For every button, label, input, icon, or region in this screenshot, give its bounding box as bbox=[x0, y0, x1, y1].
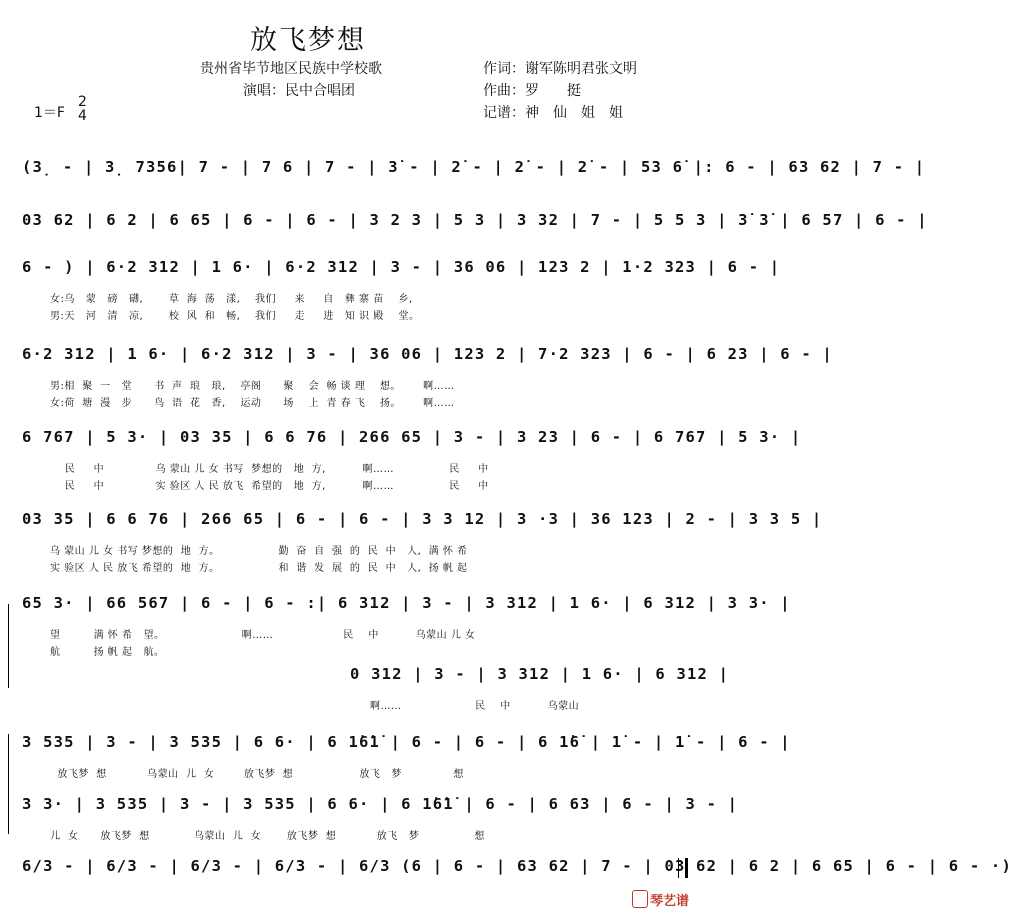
notation-row: 3 3· | 3 535 | 3 - | 3 535 | 6 6· | 6 1̇6̇1̇ | 6 - | 6 63 | 6 - | 3 - | bbox=[22, 795, 739, 813]
system-bracket bbox=[8, 604, 9, 688]
watermark-logo-icon bbox=[632, 890, 648, 908]
notation-row: 6·2 312 | 1 6· | 6·2 312 | 3 - | 36 06 | 123 2 | 7·2 323 | 6 - | 6 23 | 6 - | bbox=[22, 345, 833, 363]
composer: 作曲：罗 挺 bbox=[483, 83, 581, 99]
notation-row: 6 767 | 5 3· | 03 35 | 6 6 76 | 266 65 | 3 - | 3 23 | 6 - | 6 767 | 5 3· | bbox=[22, 428, 802, 446]
lyric-line: 放飞梦 想 乌蒙山 儿 女 放飞梦 想 放飞 梦 想 bbox=[50, 769, 464, 780]
lyric-line: 民 中 乌 蒙山 儿 女 书写 梦想的 地 方, 啊…… 民 中 bbox=[50, 464, 489, 475]
notation-row: 6 - ) | 6·2 312 | 1 6· | 6·2 312 | 3 - | 36 06 | 123 2 | 1·2 323 | 6 - | bbox=[22, 258, 781, 276]
notation-row: 03 35 | 6 6 76 | 266 65 | 6 - | 6 - | 3 3 12 | 3 ·3 | 36 123 | 2 - | 3 3 5 | bbox=[22, 510, 823, 528]
subtitle: 贵州省毕节地区民族中学校歌 bbox=[200, 61, 382, 77]
lyric-line: 航 扬 帆 起 航。 bbox=[50, 647, 165, 658]
lyric-line: 儿 女 放飞梦 想 乌蒙山 儿 女 放飞梦 想 放飞 梦 想 bbox=[50, 831, 485, 842]
notation-row: 65 3· | 66 567 | 6 - | 6 - :| 6 312 | 3 - | 3 312 | 1 6· | 6 312 | 3 3· | bbox=[22, 594, 791, 612]
lyricist: 作词：谢军陈明君张文明 bbox=[483, 61, 637, 77]
system-bracket bbox=[8, 734, 9, 834]
watermark: 琴艺谱 bbox=[650, 894, 690, 909]
notation-row: 0 312 | 3 - | 3 312 | 1 6· | 6 312 | bbox=[350, 665, 730, 683]
lyric-line: 望 满 怀 希 望。 啊…… 民 中 乌蒙山 儿 女 bbox=[50, 630, 476, 641]
notation-row: (3̣ - | 3̣ 7356| 7 - | 7 6 | 7 - | 3̇ - | 2̇ - | 2̇ - | 2̇ - | 53 6̇ |: 6 - | 63 62 | 7 - | bbox=[22, 158, 926, 176]
lyric-line: 女:乌 蒙 磅 礴, 草 海 荡 漾, 我们 来 自 彝 寨 苗 乡, bbox=[50, 294, 413, 305]
performer: 演唱：民中合唱团 bbox=[243, 83, 355, 99]
lyric-line: 啊…… 民 中 乌蒙山 bbox=[370, 701, 580, 712]
notation-row: 03 62 | 6 2 | 6 65 | 6 - | 6 - | 3 2 3 | 5 3 | 3 32 | 7 - | 5 5 3 | 3̇ 3̇ | 6 57 | 6 - | bbox=[22, 211, 928, 229]
page-title: 放飞梦想 bbox=[250, 25, 366, 56]
final-barline bbox=[678, 858, 688, 878]
lyric-line: 乌 蒙山 儿 女 书写 梦想的 地 方。 勤 奋 自 强 的 民 中 人, 满 怀 希 bbox=[50, 546, 468, 557]
lyric-line: 民 中 实 验区 人 民 放飞 希望的 地 方, 啊…… 民 中 bbox=[50, 481, 489, 492]
notation-row: 3 535 | 3 - | 3 535 | 6 6· | 6 1̇6̇1̇ | 6 - | 6 - | 6 1̇6̇ | 1̇ - | 1̇ - | 6 - | bbox=[22, 733, 791, 751]
time-signature-top: 2 bbox=[78, 94, 87, 110]
transcriber: 记谱：神 仙 姐 姐 bbox=[483, 105, 623, 121]
notation-row: 6/3 - | 6/3 - | 6/3 - | 6/3 - | 6/3 (6 | 6 - | 63 62 | 7 - | 03 62 | 6 2 | 6 65 | 6 - | 6 - ·) bbox=[22, 857, 1012, 875]
key-signature: 1＝F bbox=[34, 105, 65, 121]
lyric-line: 实 验区 人 民 放飞 希望的 地 方。 和 谐 发 展 的 民 中 人, 扬 帆 起 bbox=[50, 563, 468, 574]
lyric-line: 男:相 聚 一 堂 书 声 琅 琅, 亭阁 聚 会 畅 谈 理 想。 啊…… bbox=[50, 381, 455, 392]
lyric-line: 男:天 河 清 凉, 校 风 和 畅, 我们 走 进 知 识 殿 堂。 bbox=[50, 311, 420, 322]
time-signature-bottom: 4 bbox=[78, 108, 87, 124]
lyric-line: 女:荷 塘 漫 步 鸟 语 花 香, 运动 场 上 青 春 飞 扬。 啊…… bbox=[50, 398, 455, 409]
